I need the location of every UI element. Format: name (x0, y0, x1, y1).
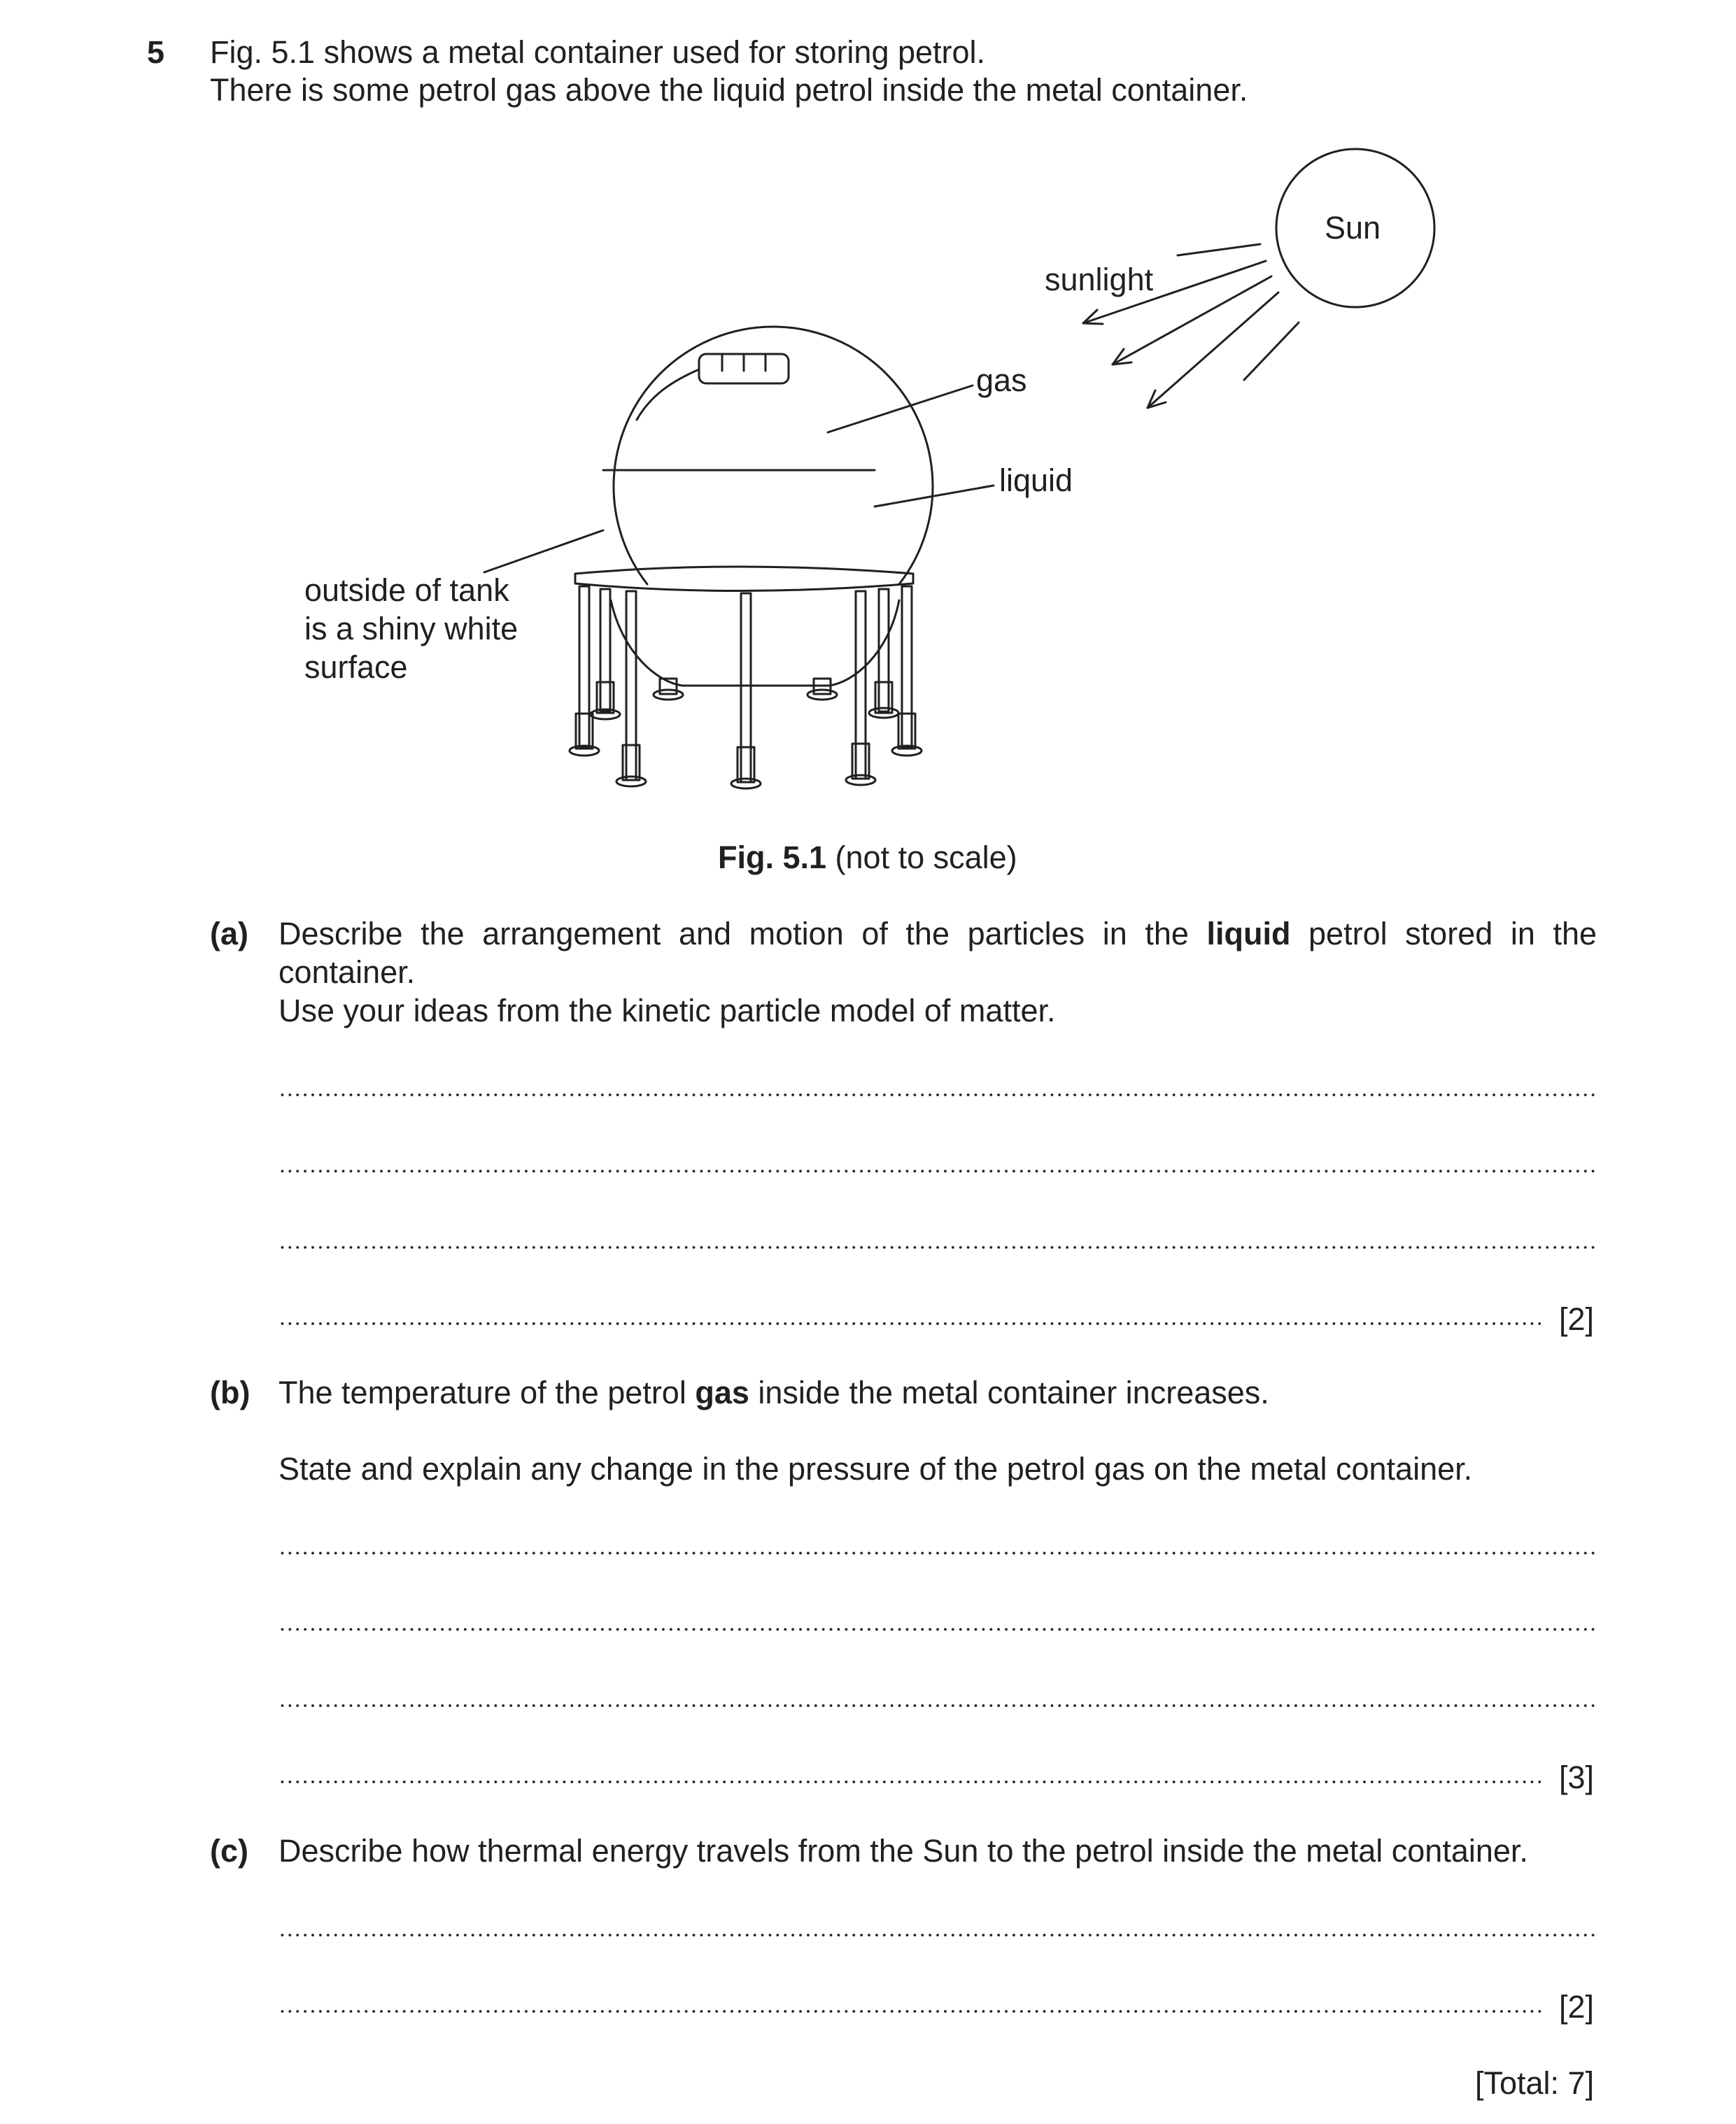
tank-pipe (637, 369, 699, 420)
part-a-label: (a) (210, 916, 248, 951)
part-a-marks: [2] (1559, 1301, 1595, 1337)
answer-line[interactable] (278, 1170, 1597, 1173)
part-b-question-line-1 (278, 1374, 1269, 1412)
gas-label: gas (976, 362, 1027, 398)
question-intro-line-1: Fig. 5.1 shows a metal container used for storing petrol. (210, 34, 986, 70)
question-number: 5 (147, 34, 165, 70)
tank-surface-label-line-2: is a shiny white (304, 611, 518, 646)
tank-leg (731, 593, 761, 788)
tank-surface-label-line-3: surface (304, 649, 408, 685)
tank-surface-leader-line (484, 530, 603, 572)
tank-leg (869, 589, 898, 718)
liquid-leader-line (875, 486, 994, 507)
answer-line[interactable] (278, 1093, 1597, 1096)
petrol-tank-figure (0, 0, 1736, 840)
tank-lower-left (611, 600, 682, 686)
answer-line[interactable] (278, 1628, 1597, 1631)
part-c-label: (c) (210, 1833, 248, 1869)
total-marks: [Total: 7] (1475, 2065, 1595, 2101)
part-b-marks: [3] (1559, 1760, 1595, 1795)
part-b-question-line-2: State and explain any change in the pressure of the petrol gas on the metal container. (278, 1451, 1473, 1487)
part-c-marks: [2] (1559, 1989, 1595, 2025)
part-a-question-line-2: container. (278, 954, 416, 990)
tank-surface-label-line-1: outside of tank (304, 572, 509, 608)
part-c-question-line-1: Describe how thermal energy travels from the Sun to the petrol inside the metal container. (278, 1833, 1528, 1869)
part-b-text-end: inside the metal container increases. (749, 1375, 1269, 1410)
part-a-text: Describe the arrangement and motion of the particles in the (278, 916, 1207, 951)
answer-line[interactable] (278, 1780, 1541, 1783)
part-a-text-end: petrol stored in the (1290, 916, 1597, 951)
tank-leg (846, 591, 875, 785)
question-intro-line-2: There is some petrol gas above the liquid petrol inside the metal container. (210, 72, 1248, 108)
tank-foot (807, 679, 837, 700)
part-a-question-line-1 (278, 915, 1597, 953)
part-b-emphasis: gas (695, 1375, 749, 1410)
sun-ray (1178, 244, 1260, 255)
sunlight-label: sunlight (1045, 262, 1154, 297)
answer-line[interactable] (278, 2010, 1541, 2013)
answer-line[interactable] (278, 1246, 1597, 1249)
figure-caption-text: (not to scale) (826, 840, 1017, 875)
part-a-question-line-3: Use your ideas from the kinetic particle model of matter. (278, 993, 1056, 1028)
answer-line[interactable] (278, 1552, 1597, 1555)
answer-line[interactable] (278, 1322, 1541, 1325)
figure-caption (718, 839, 1017, 877)
tank-sphere-upper (614, 327, 933, 584)
sun-label: Sun (1325, 210, 1381, 246)
liquid-label: liquid (999, 462, 1073, 498)
gas-leader-line (828, 385, 973, 432)
part-b-text: The temperature of the petrol (278, 1375, 696, 1410)
figure-caption-number: Fig. 5.1 (718, 840, 827, 875)
part-a-emphasis: liquid (1206, 916, 1291, 951)
tank-leg (570, 586, 599, 756)
part-b-label: (b) (210, 1375, 250, 1410)
tank-leg (591, 589, 620, 719)
tank-support-ring (575, 567, 913, 591)
sun-ray (1244, 323, 1299, 380)
answer-line[interactable] (278, 1704, 1597, 1707)
answer-line[interactable] (278, 1934, 1597, 1937)
tank-leg (616, 591, 646, 786)
